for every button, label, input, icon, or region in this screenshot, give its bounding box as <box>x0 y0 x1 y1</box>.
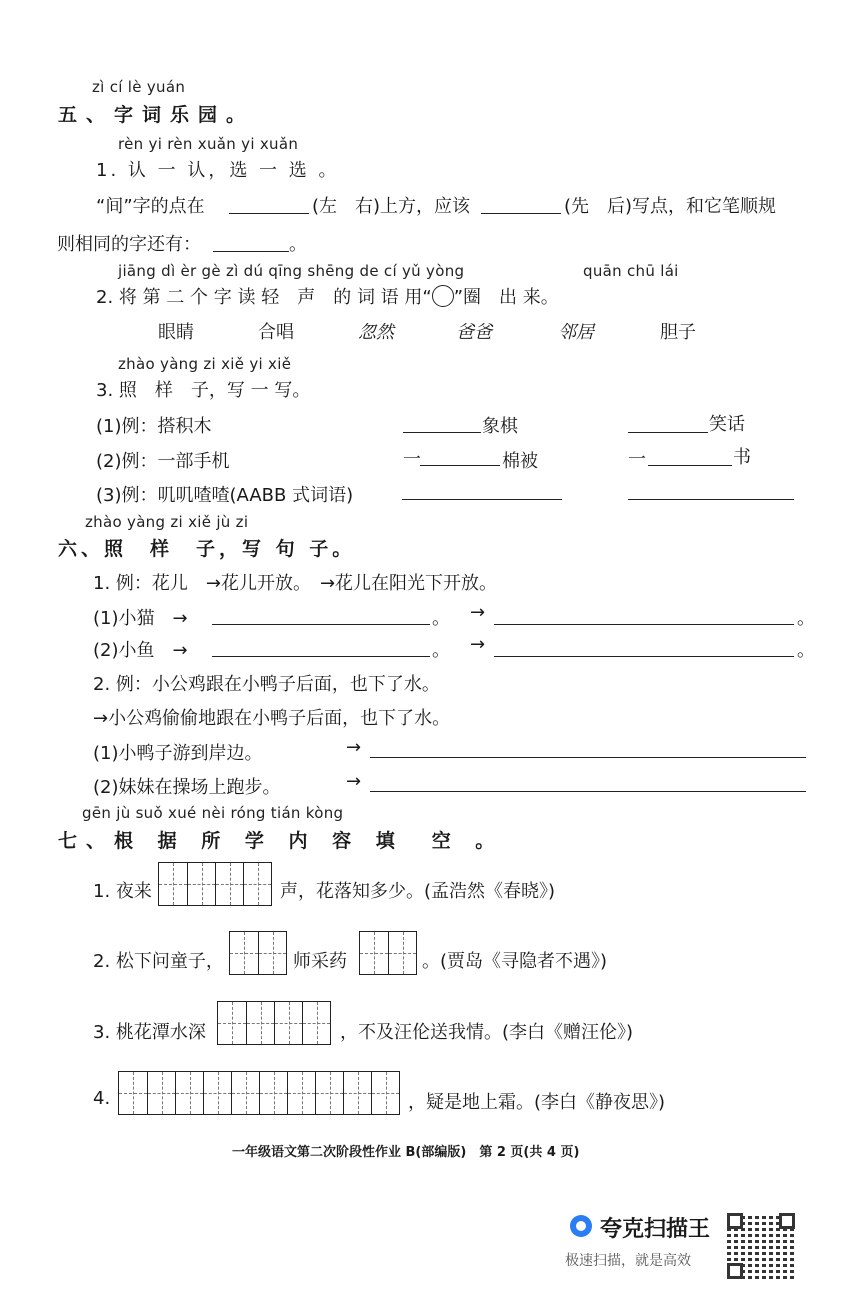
tianzige-grid-1[interactable] <box>158 862 272 906</box>
s6-row2-period-b: 。 <box>797 640 815 661</box>
grid-cell[interactable] <box>215 863 243 905</box>
blank-s6-r1-a[interactable] <box>212 624 430 625</box>
blank-ex1-b[interactable] <box>628 432 708 433</box>
blank-order[interactable] <box>481 213 561 214</box>
s6-q2: 2. 例：小公鸡跟在小鸭子后面，也下了水。 <box>93 674 440 695</box>
grid-cell[interactable] <box>371 1072 399 1114</box>
blank-ex3-b[interactable] <box>628 499 794 500</box>
example-3: (3)例：叽叽喳喳(AABB 式词语) <box>96 485 354 506</box>
s7-pinyin: gēn jù suǒ xué nèi róng tián kòng <box>82 804 344 822</box>
blank-ex1-a[interactable] <box>403 432 481 433</box>
s7-title: 七、根 据 所 学 内 容 填 空 。 <box>58 830 504 852</box>
grid-cell[interactable] <box>287 1072 315 1114</box>
s7-l4-b: ，疑是地上霜。(李白《静夜思》) <box>408 1092 666 1113</box>
s7-l1-a: 1. 夜来 <box>93 881 152 902</box>
s7-l4-a: 4. <box>93 1088 111 1109</box>
s6-row1-period-b: 。 <box>797 608 815 629</box>
s5-q1-text-c: (先 后)写点，和它笔顺规 <box>564 196 777 217</box>
grid-cell[interactable] <box>147 1072 175 1114</box>
s5-q1-pinyin: rèn yi rèn xuǎn yi xuǎn <box>118 135 299 153</box>
s6-row3-arrow: → <box>346 737 362 758</box>
s7-l2-a: 2. 松下问童子， <box>93 951 224 972</box>
blank-s6-r2-a[interactable] <box>212 656 430 657</box>
ex2-a-word: 棉被 <box>502 451 538 472</box>
word-3[interactable]: 忽然 <box>358 322 394 343</box>
watermark-name: 夸克扫描王 <box>600 1217 711 1242</box>
blank-s6-r1-b[interactable] <box>494 624 794 625</box>
s7-l1-b: 声，花落知多少。(孟浩然《春晓》) <box>280 881 556 902</box>
grid-cell[interactable] <box>175 1072 203 1114</box>
circle-icon <box>432 285 454 307</box>
grid-cell[interactable] <box>119 1072 147 1114</box>
ex1-a-word: 象棋 <box>482 416 518 437</box>
s5-q2-pinyin: jiāng dì èr gè zì dú qīng shēng de cí yǔ yòng <box>118 262 465 280</box>
s5-q1-title: 1. 认 一 认，选 一 选 。 <box>96 160 340 181</box>
s7-l2-b: 师采药 <box>293 951 347 972</box>
qr-code-icon <box>727 1213 795 1279</box>
s6-row1-period-a: 。 <box>432 608 450 629</box>
grid-cell[interactable] <box>274 1002 302 1044</box>
watermark-slogan: 极速扫描，就是高效 <box>565 1253 691 1269</box>
blank-s6-r4[interactable] <box>370 791 806 792</box>
s5-q2-title <box>96 283 559 309</box>
s5-q1-period: 。 <box>289 234 307 255</box>
blank-ex2-a[interactable] <box>420 465 500 466</box>
ex2-a-prefix: 一 <box>403 449 421 470</box>
blank-left-right[interactable] <box>229 213 309 214</box>
tianzige-grid-3[interactable] <box>359 931 417 975</box>
s5-q1-text-b: (左 右)上方，应该 <box>312 196 471 217</box>
blank-ex3-a[interactable] <box>402 499 562 500</box>
s6-row4-label: (2)妹妹在操场上跑步。 <box>93 777 281 798</box>
word-2[interactable]: 合唱 <box>258 322 294 343</box>
s5-q2-title-a: 2. 将 第 二 个 字 读 轻 声 的 词 语 用“ <box>96 287 432 308</box>
page-footer: 一年级语文第二次阶段性作业 B(部编版) 第 2 页(共 4 页) <box>232 1145 580 1160</box>
example-2: (2)例：一部手机 <box>96 451 230 472</box>
tianzige-grid-2[interactable] <box>229 931 287 975</box>
grid-cell[interactable] <box>231 1072 259 1114</box>
s6-row3-label: (1)小鸭子游到岸边。 <box>93 743 263 764</box>
word-4[interactable]: 爸爸 <box>456 322 492 343</box>
s5-q3-pinyin: zhào yàng zi xiě yi xiě <box>118 355 292 373</box>
s5-q2-pinyin2: quān chū lái <box>583 262 679 280</box>
word-5[interactable]: 邻居 <box>558 322 594 343</box>
tianzige-grid-4[interactable] <box>217 1001 331 1045</box>
s6-row2-period-a: 。 <box>432 640 450 661</box>
grid-cell[interactable] <box>388 932 416 974</box>
ex1-b-word: 笑话 <box>709 414 745 435</box>
grid-cell[interactable] <box>315 1072 343 1114</box>
s6-row1-arrow: → <box>470 602 486 623</box>
ex2-b-word: 书 <box>733 447 751 468</box>
grid-cell[interactable] <box>246 1002 274 1044</box>
grid-cell[interactable] <box>259 1072 287 1114</box>
s5-q3-title: 3. 照 样 子，写 一 写。 <box>96 380 311 401</box>
s6-row2-arrow: → <box>470 634 486 655</box>
s6-row1-label: (1)小猫 → <box>93 608 188 629</box>
s6-q2-example: →小公鸡偷偷地跟在小鸭子后面，也下了水。 <box>93 708 451 729</box>
blank-s6-r2-b[interactable] <box>494 656 794 657</box>
grid-cell[interactable] <box>218 1002 246 1044</box>
s5-title: 五、字词乐园。 <box>58 104 255 126</box>
blank-same-char[interactable] <box>213 251 289 252</box>
grid-cell[interactable] <box>187 863 215 905</box>
s7-l3-b: ，不及汪伦送我情。(李白《赠汪伦》) <box>340 1022 634 1043</box>
s5-q2-title-b: ”圈 出 来。 <box>453 287 559 308</box>
s5-pinyin: zì cí lè yuán <box>92 78 186 96</box>
s5-q1-text-a: “间”字的点在 <box>96 196 205 217</box>
grid-cell[interactable] <box>360 932 388 974</box>
grid-cell[interactable] <box>302 1002 330 1044</box>
tianzige-grid-5[interactable] <box>118 1071 400 1115</box>
grid-cell[interactable] <box>159 863 187 905</box>
s6-row2-label: (2)小鱼 → <box>93 640 188 661</box>
blank-s6-r3[interactable] <box>370 757 806 758</box>
quark-logo-icon <box>570 1215 592 1237</box>
s5-q1-text-d: 则相同的字还有： <box>57 234 201 255</box>
s6-row4-arrow: → <box>346 771 362 792</box>
grid-cell[interactable] <box>230 932 258 974</box>
word-1[interactable]: 眼睛 <box>158 322 194 343</box>
s6-title: 六、照 样 子，写 句 子。 <box>58 538 356 560</box>
s7-l3-a: 3. 桃花潭水深 <box>93 1022 206 1043</box>
example-1: (1)例：搭积木 <box>96 416 212 437</box>
ex2-b-prefix: 一 <box>628 449 646 470</box>
s6-q1: 1. 例：花儿 →花儿开放。 →花儿在阳光下开放。 <box>93 573 498 594</box>
grid-cell[interactable] <box>343 1072 371 1114</box>
blank-ex2-b[interactable] <box>648 465 732 466</box>
grid-cell[interactable] <box>203 1072 231 1114</box>
grid-cell[interactable] <box>258 932 286 974</box>
s6-pinyin: zhào yàng zi xiě jù zi <box>85 513 249 531</box>
s7-l2-c: 。(贾岛《寻隐者不遇》) <box>422 951 608 972</box>
grid-cell[interactable] <box>243 863 271 905</box>
word-6[interactable]: 胆子 <box>660 322 696 343</box>
